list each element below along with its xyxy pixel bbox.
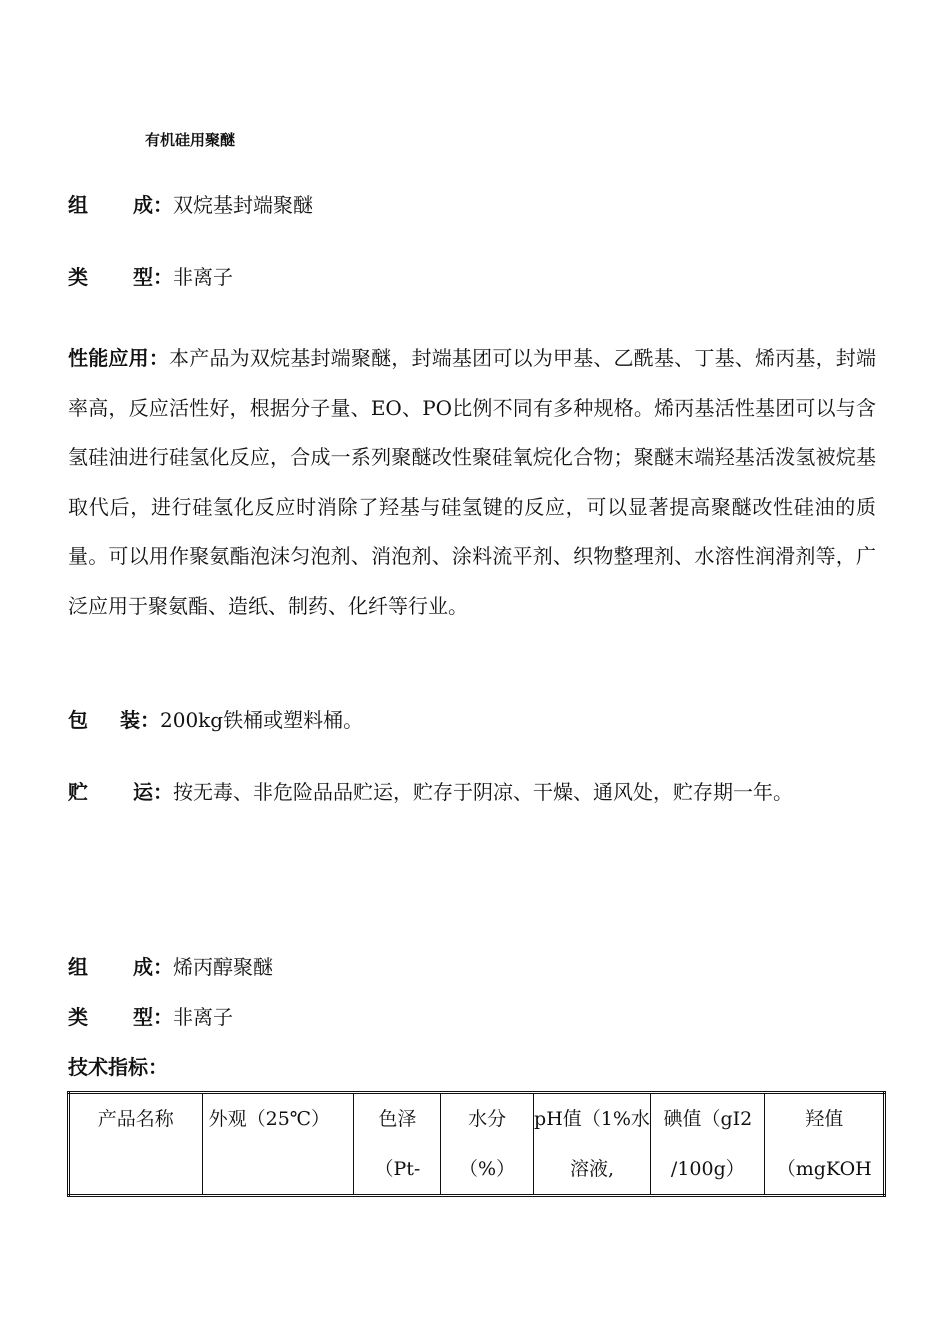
package-row [68,706,363,734]
header-line1: 色泽 [378,1108,417,1130]
performance-paragraph [68,334,876,631]
header-line1: 外观（25℃） [208,1108,331,1130]
package-value: 200kg铁桶或塑料桶。 [160,708,364,732]
spec-heading-row [68,1053,168,1081]
table-header-cell [69,1093,203,1196]
spec-table [67,1091,886,1197]
type-label-2: 类 型： [68,1005,173,1029]
header-line2: （mgKOH [776,1158,872,1180]
composition-value: 双烷基封端聚醚 [173,193,313,217]
header-line1: pH值（1%水 [534,1108,650,1130]
header-line2: 溶液, [569,1158,614,1180]
header-line1: 水分 [468,1108,507,1130]
spec-label: 技术指标： [68,1055,168,1079]
header-line2: （Pt- [374,1158,421,1180]
composition-row [68,191,313,219]
table-header-cell [533,1093,651,1196]
header-line1: 碘值（gI2 [663,1108,753,1130]
type-row-2 [68,1003,233,1031]
table-header-row [69,1093,885,1196]
type-value-2: 非离子 [173,1005,233,1029]
performance-text: 本产品为双烷基封端聚醚，封端基团可以为甲基、乙酰基、丁基、烯丙基，封端率高，反应活性好，根据分子量、EO、PO比例不同有多种规格。烯丙基活性基团可以与含氢硅油进行硅氢化反应，合成一系列聚醚改性聚硅氧烷化合物；聚醚末端羟基活泼氢被烷基取代后，进行硅氢化反应时消除了羟基与硅氢键的反应，可以显著提高聚醚改性硅油的质量。可以用作聚氨酯泡沫匀泡剂、消泡剂、涂料流平剂、织物整理剂、水溶性润滑剂等，广泛应用于聚氨酯、造纸、制药、化纤等行业。 [68,346,877,618]
header-line2: /100g） [670,1158,745,1180]
header-line2: （%） [459,1158,516,1180]
table-header-cell [765,1093,885,1196]
document-title: 有机硅用聚醚 [145,131,236,149]
composition-label: 组 成： [68,193,173,217]
table-header-cell [202,1093,354,1196]
type-row [68,263,233,291]
performance-label: 性能应用： [68,346,170,370]
composition-row-2 [68,953,273,981]
header-line1: 产品名称 [97,1108,174,1130]
storage-row [68,778,793,806]
composition-label-2: 组 成： [68,955,173,979]
storage-value: 按无毒、非危险品品贮运，贮存于阴凉、干燥、通风处，贮存期一年。 [173,780,793,804]
table-header-cell [651,1093,765,1196]
storage-label: 贮 运： [68,780,173,804]
type-label: 类 型： [68,265,173,289]
table-header-cell [354,1093,441,1196]
composition-value-2: 烯丙醇聚醚 [173,955,273,979]
type-value: 非离子 [173,265,233,289]
header-line1: 羟值 [805,1108,844,1130]
table-header-cell [441,1093,533,1196]
package-label: 包 装： [68,708,160,732]
